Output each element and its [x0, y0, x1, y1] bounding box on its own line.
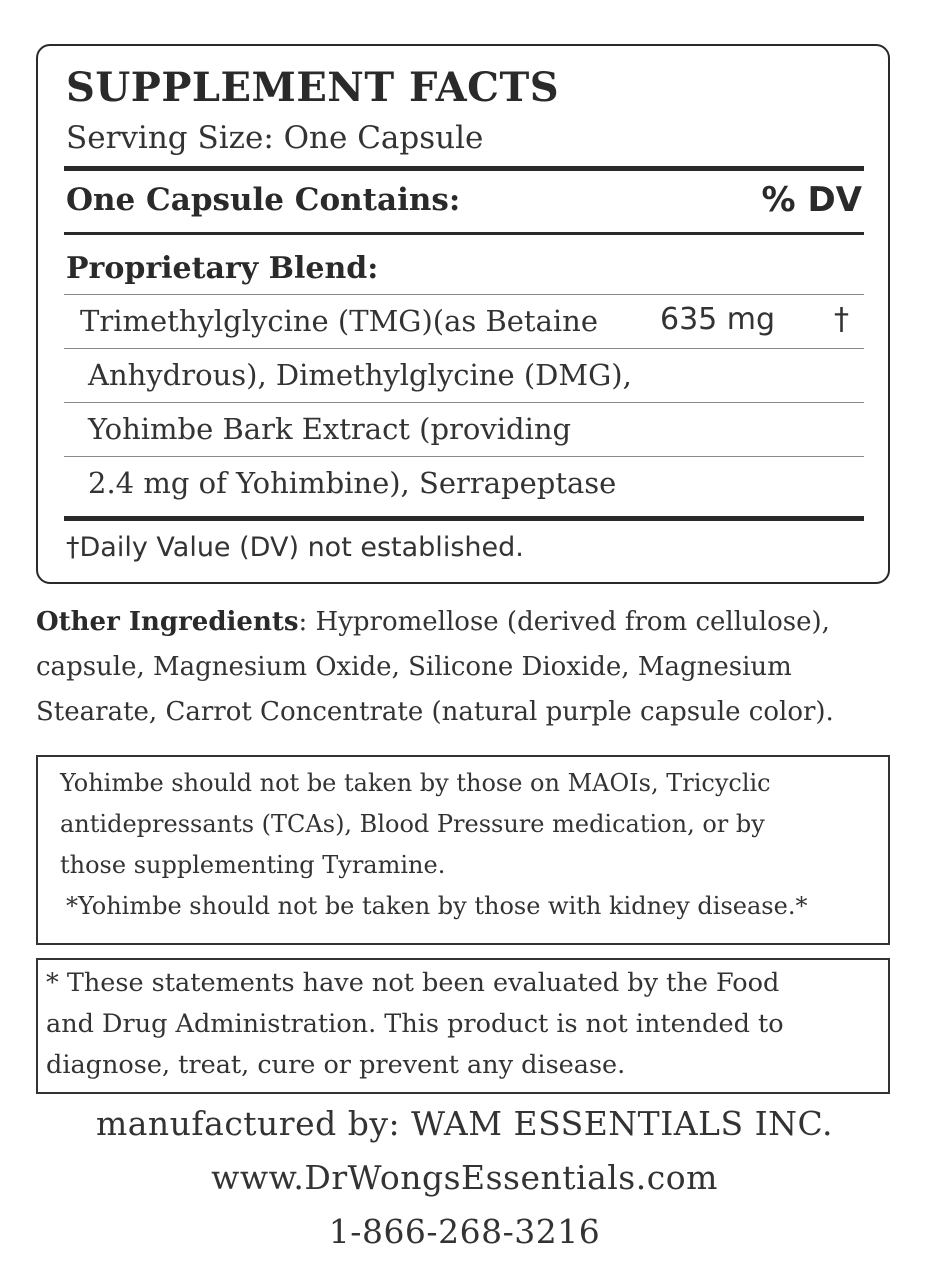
divider-thin [64, 348, 864, 349]
website-link: www.DrWongsEssentials.com [211, 1158, 718, 1197]
dv-header: % DV [761, 180, 862, 220]
ingredient-line: Anhydrous), Dimethylglycine (DMG), [88, 358, 632, 392]
facts-title: SUPPLEMENT FACTS [66, 64, 560, 111]
divider-thin [64, 456, 864, 457]
supplement-facts-panel [36, 44, 890, 584]
blend-amount: 635 mg [660, 302, 776, 337]
other-ingredients-text: : Hypromellose (derived from cellulose), capsule, Magnesium Oxide, Silicone Dioxide, Magnesium Stearate, Carrot Concentrate (natural purple capsule color). [36, 607, 834, 727]
blend-label: Proprietary Blend: [66, 251, 379, 286]
divider-medium [64, 232, 864, 235]
divider-thick [64, 166, 864, 171]
warning-line: *Yohimbe should not be taken by those with kidney disease.* [66, 892, 808, 920]
disclaimer-line: * These statements have not been evaluated by the Food [46, 968, 780, 998]
disclaimer-line: diagnose, treat, cure or prevent any disease. [46, 1050, 626, 1080]
ingredient-line: 2.4 mg of Yohimbine), Serrapeptase [88, 466, 617, 500]
divider-thick [64, 516, 864, 521]
serving-size: Serving Size: One Capsule [66, 120, 484, 156]
warning-line: antidepressants (TCAs), Blood Pressure medication, or by [60, 810, 765, 838]
yohimbe-warning-box [36, 755, 890, 945]
divider-thin [64, 294, 864, 295]
divider-thin [64, 402, 864, 403]
other-ingredients [36, 600, 896, 735]
ingredient-line: Yohimbe Bark Extract (providing [88, 412, 572, 446]
phone-number: 1-866-268-3216 [328, 1212, 601, 1251]
warning-line: Yohimbe should not be taken by those on MAOIs, Tricyclic [60, 769, 771, 797]
ingredient-line: Trimethylglycine (TMG)(as Betaine [80, 304, 598, 338]
dv-dagger: † [834, 302, 849, 337]
contains-header: One Capsule Contains: [66, 182, 461, 218]
warning-line: those supplementing Tyramine. [60, 851, 446, 879]
other-ingredients-label: Other Ingredients [36, 607, 299, 637]
disclaimer-line: and Drug Administration. This product is not intended to [46, 1009, 784, 1039]
manufacturer-line: manufactured by: WAM ESSENTIALS INC. [95, 1104, 834, 1143]
dv-footnote: †Daily Value (DV) not established. [66, 532, 524, 563]
fda-disclaimer-box [36, 958, 890, 1094]
